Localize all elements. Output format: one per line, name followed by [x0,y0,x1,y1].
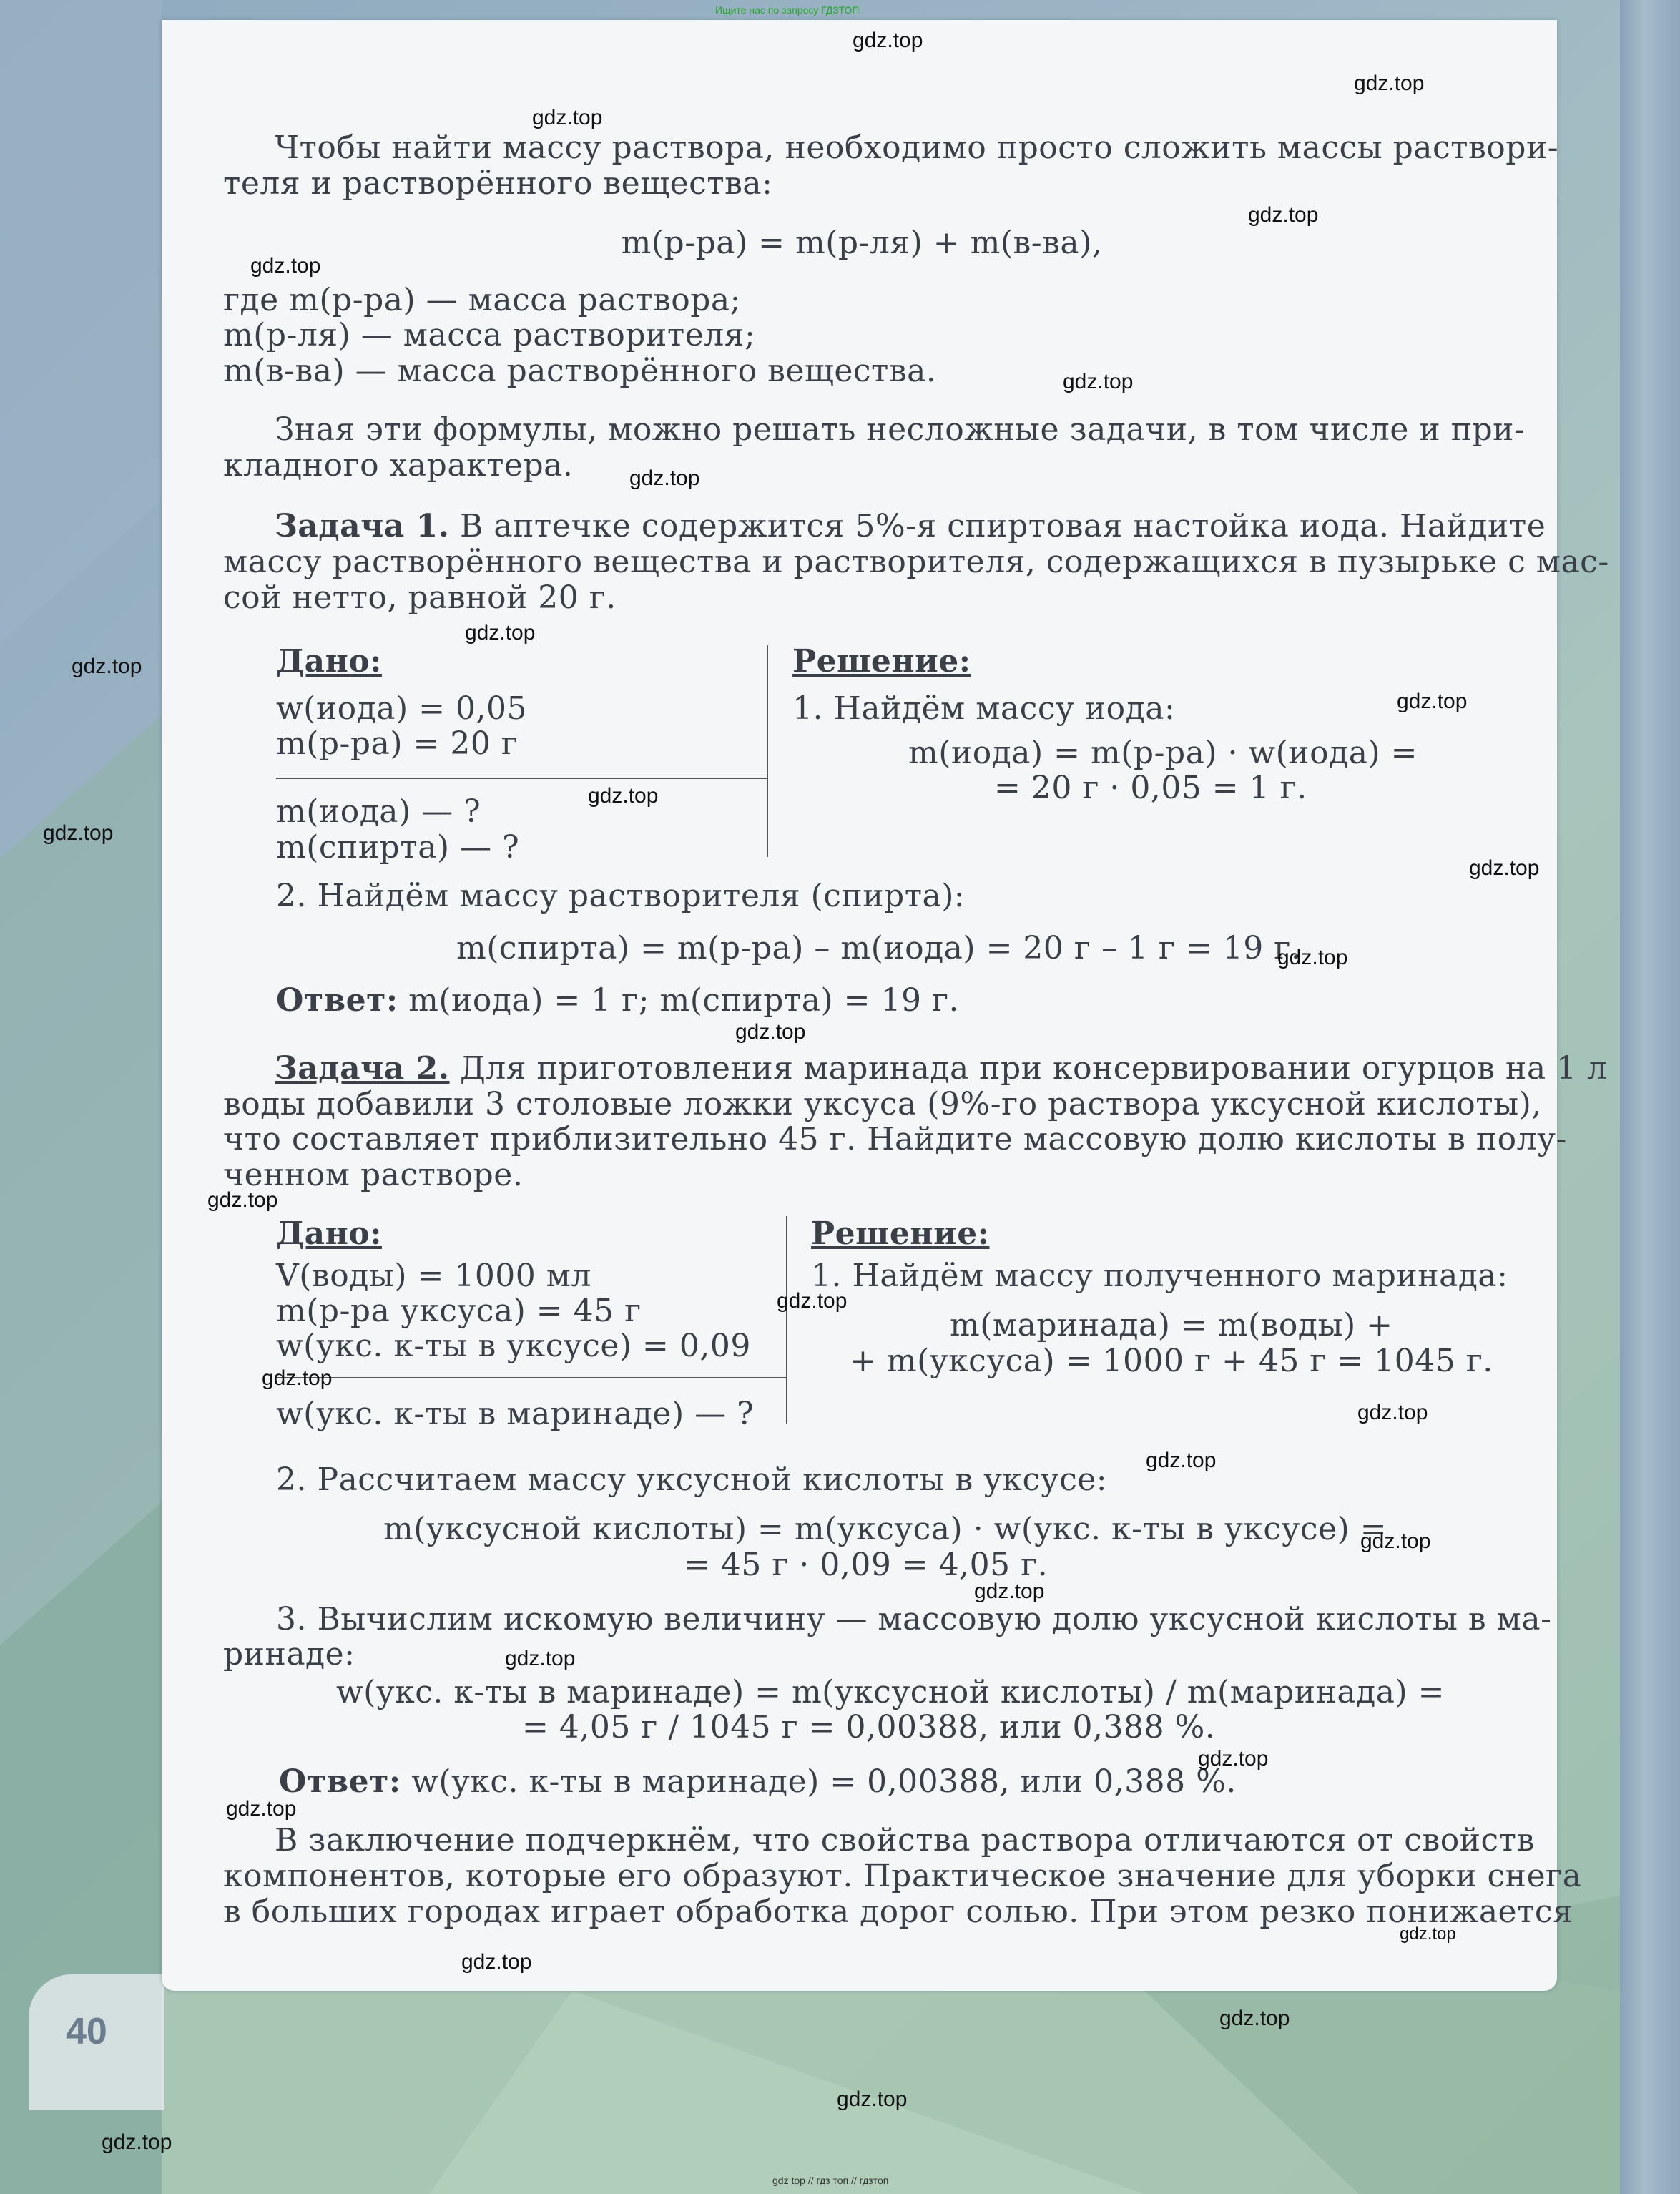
task2-given-3: w(укс. к-ты в уксусе) = 0,09 [276,1328,751,1364]
task2-step-1: 1. Найдём массу полученного маринада: [811,1258,1508,1294]
task2-step-3-line-2: ринаде: [223,1636,355,1673]
book-spine [1620,0,1680,2194]
conclusion-line-1: В заключение подчеркнём, что свойства раствора отличаются от свойств [275,1822,1535,1858]
task1-step-1: 1. Найдём массу иода: [792,690,1176,727]
task1-step-2: 2. Найдём массу растворителя (спирта): [276,878,966,914]
task2-step-1-formula-1: m(маринада) = m(воды) + [950,1307,1393,1343]
watermark: gdz.top [461,1950,532,1974]
task2-line-1: Задача 2. Для приготовления маринада при консервировании огурцов на 1 л [275,1050,1608,1087]
task1-step-1-formula-2: = 20 г · 0,05 = 1 г. [994,770,1307,806]
watermark: gdz.top [72,655,142,678]
task2-given-divider [276,1377,787,1378]
task1-find-2: m(спирта) — ? [276,829,520,866]
task2-find-1: w(укс. к-ты в маринаде) — ? [276,1396,755,1432]
task1-answer: Ответ: m(иода) = 1 г; m(спирта) = 19 г. [276,982,959,1019]
task2-step-2: 2. Рассчитаем массу уксусной кислоты в уксусе: [276,1461,1108,1498]
page-number: 40 [66,2011,107,2052]
task2-step-2-formula-1: m(уксусной кислоты) = m(уксуса) · w(укс. к-ты в уксусе) = [383,1511,1387,1547]
watermark: gdz.top [1219,2007,1290,2030]
watermark: gdz.top [1248,203,1319,227]
watermark: gdz.top [1277,946,1348,969]
watermark: gdz.top [837,2087,908,2111]
watermark: gdz.top [226,1797,297,1821]
watermark: gdz.top [1400,1924,1456,1944]
task2-line-3: что составляет приблизительно 45 г. Найдите массовую долю кислоты в полу- [223,1121,1567,1157]
watermark: gdz.top [629,466,700,490]
task1-line-1: Задача 1. В аптечке содержится 5%-я спиртовая настойка иода. Найдите [275,508,1546,544]
watermark: gdz.top [262,1366,333,1390]
task2-line-2: воды добавили 3 столовые ложки уксуса (9%-го раствора уксусной кислоты), [223,1086,1542,1122]
task2-line-4: ченном растворе. [223,1157,524,1193]
watermark: gdz.top [207,1188,278,1212]
paragraph-2-line-1: Зная эти формулы, можно решать несложные задачи, в том числе и при- [275,411,1526,448]
task1-given-label: Дано: [276,643,382,680]
task1-label: Задача 1. [275,508,450,544]
task1-step-2-formula: m(спирта) = m(р-ра) – m(иода) = 20 г – 1 г = 19 г. [456,930,1302,966]
task1-solution-label: Решение: [792,643,971,680]
watermark: gdz.top [1357,1401,1428,1424]
task2-step-1-formula-2: + m(уксуса) = 1000 г + 45 г = 1045 г. [850,1343,1493,1379]
task1-given-1: w(иода) = 0,05 [276,690,527,727]
task2-step-3-formula-1: w(укс. к-ты в маринаде) = m(уксусной кислоты) / m(маринада) = [336,1674,1445,1710]
task2-column-divider [786,1216,787,1424]
watermark: gdz.top [532,106,603,129]
watermark: gdz.top [1198,1747,1269,1771]
task1-step-1-formula-1: m(иода) = m(р-ра) · w(иода) = [908,735,1418,771]
task2-step-2-formula-2: = 45 г · 0,09 = 4,05 г. [684,1547,1048,1583]
task2-given-2: m(р-ра уксуса) = 45 г [276,1293,642,1329]
watermark: gdz.top [1397,690,1468,713]
bottom-banner: gdz top // гдз топ // гдзтоп [772,2175,889,2186]
task1-find-1: m(иода) — ? [276,793,481,830]
watermark: gdz.top [777,1289,848,1313]
watermark: gdz.top [1360,1529,1431,1553]
definition-1: где m(р-ра) — масса раствора; [223,282,741,318]
task2-step-3-line-1: 3. Вычислим искомую величину — массовую долю уксусной кислоты в ма- [276,1601,1552,1637]
task2-solution-label: Решение: [811,1215,990,1252]
watermark: gdz.top [1469,856,1540,880]
task1-line-3: сой нетто, равной 20 г. [223,579,617,616]
watermark: gdz.top [250,254,321,278]
intro-line-2: теля и растворённого вещества: [223,165,773,202]
watermark: gdz.top [102,2130,172,2154]
task2-label: Задача 2. [275,1050,450,1087]
watermark: gdz.top [1063,370,1134,393]
task1-given-2: m(р-ра) = 20 г [276,725,519,762]
task2-answer: Ответ: w(укс. к-ты в маринаде) = 0,00388, или 0,388 %. [279,1763,1237,1800]
watermark: gdz.top [1146,1449,1217,1472]
task2-given-label: Дано: [276,1215,382,1252]
watermark: gdz.top [505,1647,576,1670]
task2-answer-label: Ответ: [279,1763,401,1800]
watermark: gdz.top [43,821,114,845]
task1-given-divider [276,778,767,779]
task1-line-2: массу растворённого вещества и растворителя, содержащихся в пузырьке с мас- [223,544,1609,580]
task1-column-divider [767,645,768,857]
definition-2: m(р-ля) — масса растворителя; [223,317,756,353]
paragraph-2-line-2: кладного характера. [223,447,574,484]
task2-given-1: V(воды) = 1000 мл [276,1258,591,1294]
watermark: gdz.top [853,29,923,52]
conclusion-line-3: в больших городах играет обработка дорог солью. При этом резко понижается [223,1894,1573,1930]
watermark: gdz.top [735,1020,806,1044]
watermark: gdz.top [974,1580,1045,1603]
watermark: gdz.top [1354,72,1425,95]
intro-line-1: Чтобы найти массу раствора, необходимо просто сложить массы раствори- [275,129,1559,166]
mass-formula: m(р-ра) = m(р-ля) + m(в-ва), [621,225,1103,261]
watermark: gdz.top [465,621,536,645]
task2-step-3-formula-2: = 4,05 г / 1045 г = 0,00388, или 0,388 %. [522,1709,1216,1745]
task1-answer-label: Ответ: [276,982,398,1019]
conclusion-line-2: компонентов, которые его образуют. Практическое значение для уборки снега [223,1858,1582,1894]
top-banner: Ищите нас по запросу ГДЗТОП [715,4,860,16]
definition-3: m(в-ва) — масса растворённого вещества. [223,353,937,389]
watermark: gdz.top [588,784,659,808]
